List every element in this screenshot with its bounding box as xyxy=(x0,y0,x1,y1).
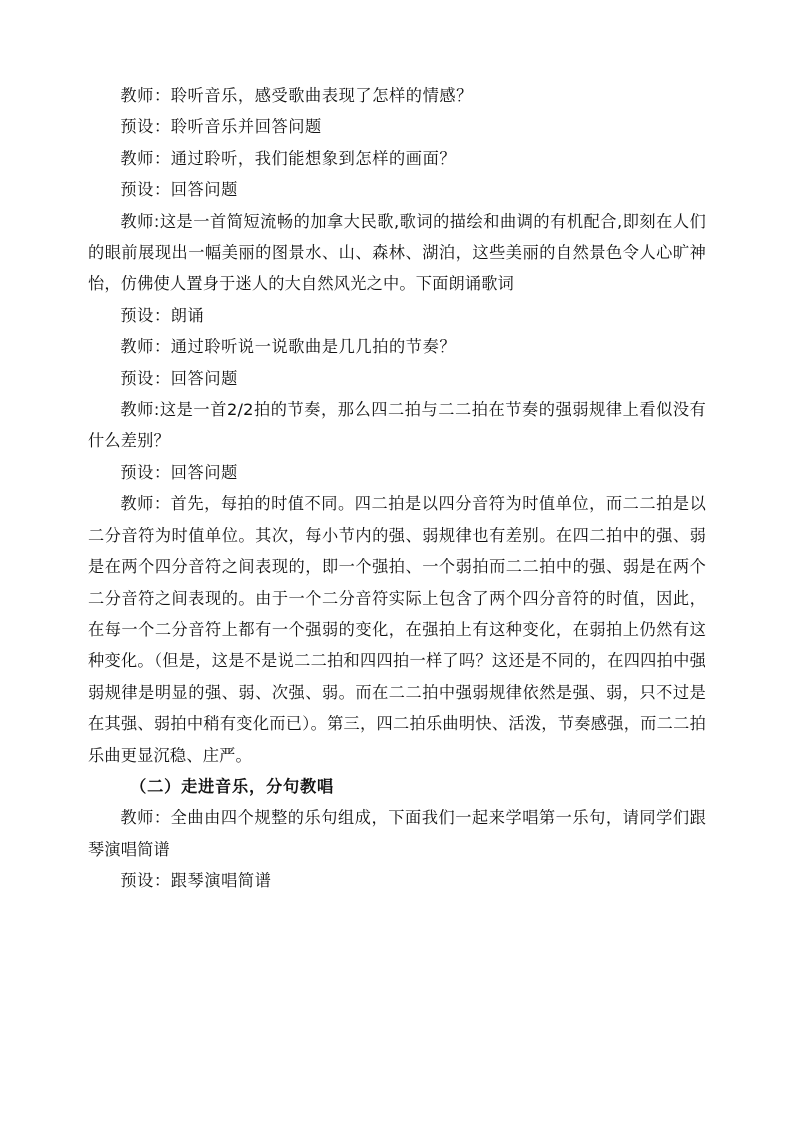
preset-sing-notation: 预设：跟琴演唱简谱 xyxy=(120,871,272,891)
section-heading: （二）走进音乐，分句教唱 xyxy=(130,776,334,796)
preset-answer-comparison: 预设：回答问题 xyxy=(120,462,238,482)
teacher-meter-explanation: 教师：首先，每拍的时值不同。四二拍是以四分音符为时值单位，而二二拍是以二分音符为时值单位。其次，每小节内的强、弱规律也有差别。在四二拍中的强、弱是在两个四分音符之间表现的，即一个强拍、一个弱拍而二二拍中的强、弱是在两个二分音符之间表现的。由于一个二分音符实际上包含了两个四分音符的时值，因此，在每一个二分音符上都有一个强弱的变化，在强拍上有这种变化，在弱拍上仍然有这种变化。（但是，这是不是说二二拍和四四拍一样了吗？这还是不同的，在四四拍中强弱规律是明显的强、弱、次强、弱。而在二二拍中强弱规律依然是强、弱，只不过是在其强、弱拍中稍有变化而已）。第三，四二拍乐曲明快、活泼，节奏感强，而二二拍乐曲更显沉稳、庄严。 xyxy=(88,494,706,765)
preset-recite: 预设：朗诵 xyxy=(120,305,205,325)
document-page xyxy=(88,80,706,897)
teacher-meter-comparison: 教师:这是一首2/2拍的节奏，那么四二拍与二二拍在节奏的强弱规律上看似没有什么差别？ xyxy=(88,400,706,451)
preset-answer-meter: 预设：回答问题 xyxy=(120,368,238,388)
teacher-song-intro: 教师:这是一首简短流畅的加拿大民歌,歌词的描绘和曲调的有机配合,即刻在人们的眼前展现出一幅美丽的图景水、山、森林、湖泊，这些美丽的自然景色令人心旷神怡，仿佛使人置身于迷人的大自然风光之中。下面朗诵歌词 xyxy=(88,211,706,294)
teacher-question-imagine: 教师：通过聆听，我们能想象到怎样的画面？ xyxy=(120,148,457,168)
teacher-question-meter: 教师：通过聆听说一说歌曲是几几拍的节奏？ xyxy=(120,337,457,357)
preset-answer-imagine: 预设：回答问题 xyxy=(120,180,238,200)
teacher-question-listen: 教师：聆听音乐，感受歌曲表现了怎样的情感？ xyxy=(120,86,473,105)
preset-answer-listen: 预设：聆听音乐并回答问题 xyxy=(120,117,322,137)
teacher-phrase-instruction: 教师：全曲由四个规整的乐句组成，下面我们一起来学唱第一乐句，请同学们跟琴演唱简谱 xyxy=(88,808,706,859)
